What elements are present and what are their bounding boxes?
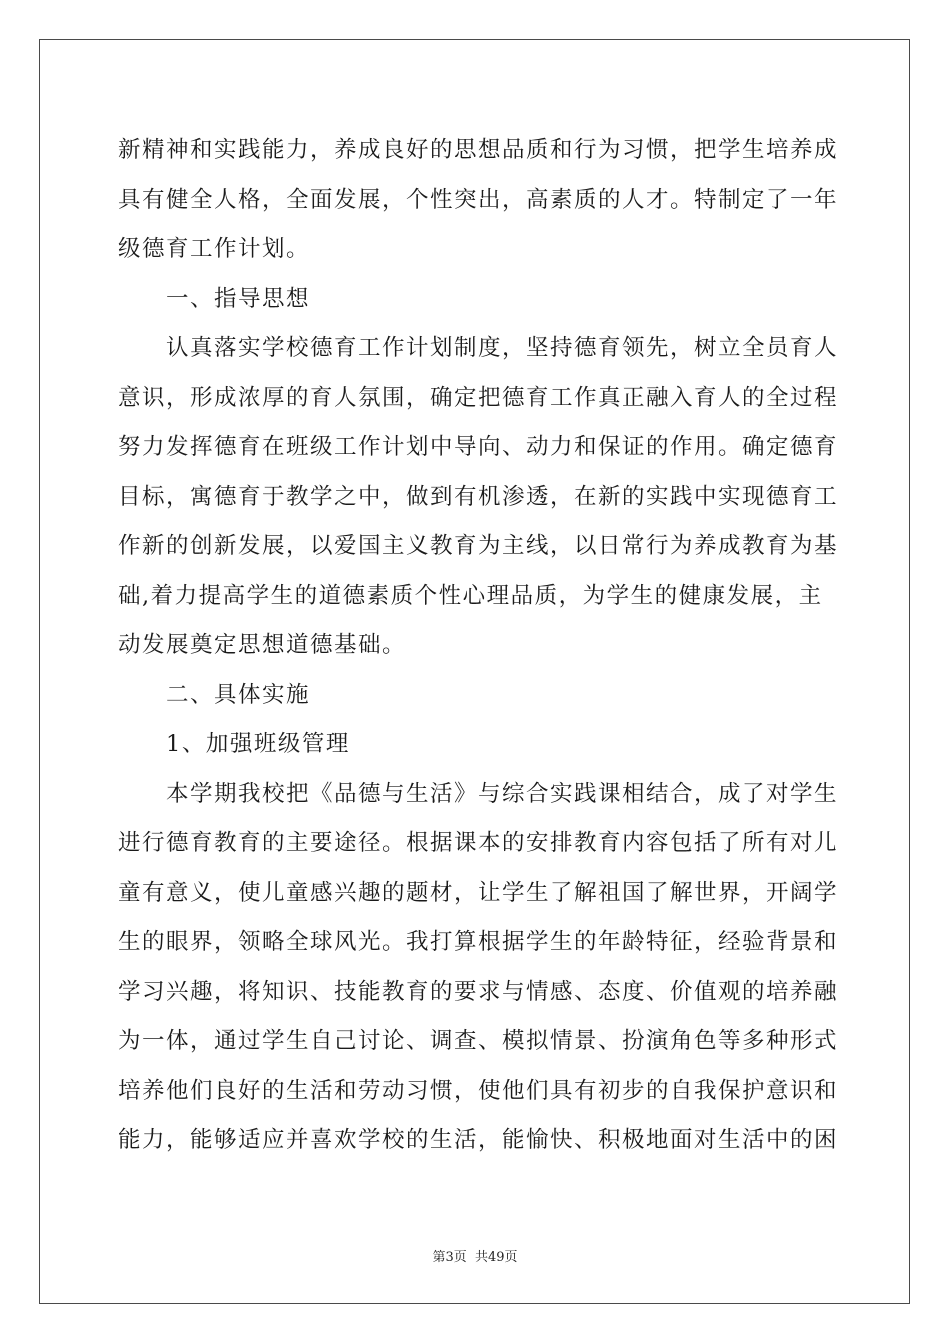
text-line: 努力发挥德育在班级工作计划中导向、动力和保证的作用。确定德育 [118,434,839,460]
text-line: 具有健全人格，全面发展，个性突出，高素质的人才。特制定了一年 [118,186,839,213]
text-line: 学习兴趣，将知识、技能教育的要求与情感、态度、价值观的培养融 [118,978,839,1005]
text-line: 生的眼界，领略全球风光。我打算根据学生的年龄特征，经验背景和 [118,929,839,955]
text-line: 为一体，通过学生自己讨论、调查、模拟情景、扮演角色等多种形式 [118,1028,839,1054]
text-line: 童有意义，使儿童感兴趣的题材，让学生了解祖国了解世界，开阔学 [118,879,839,906]
text-line: 意识，形成浓厚的育人氛围，确定把德育工作真正融入育人的全过程 [118,384,839,411]
document-body [118,126,839,1166]
text-line: 认真落实学校德育工作计划制度，坚持德育领先，树立全员育人 [166,335,839,361]
page-total: 共49页 [474,1250,518,1265]
text-line: 新精神和实践能力，养成良好的思想品质和行为习惯，把学生培养成 [118,137,839,163]
text-line: 培养他们良好的生活和劳动习惯，使他们具有初步的自我保护意识和 [118,1077,839,1104]
text-line: 进行德育教育的主要途径。根据课本的安排教育内容包括了所有对儿 [118,830,839,856]
page-number: 第3页 [432,1250,467,1265]
text-line: 级德育工作计划。 [118,236,311,262]
text-line: 一、指导思想 [166,285,311,312]
text-line: 1、加强班级管理 [166,731,350,757]
text-line: 目标，寓德育于教学之中，做到有机渗透，在新的实践中实现德育工 [118,483,839,510]
text-line: 础,着力提高学生的道德素质个性心理品质，为学生的健康发展，主 [118,582,823,609]
text-line: 作新的创新发展，以爱国主义教育为主线，以日常行为养成教育为基 [118,533,839,559]
text-line: 本学期我校把《品德与生活》与综合实践课相结合，成了对学生 [166,780,839,807]
page-footer [0,1246,950,1265]
text-line: 二、具体实施 [166,681,311,708]
text-line: 能力，能够适应并喜欢学校的生活，能愉快、积极地面对生活中的困 [118,1127,839,1153]
text-line: 动发展奠定思想道德基础。 [118,632,407,658]
